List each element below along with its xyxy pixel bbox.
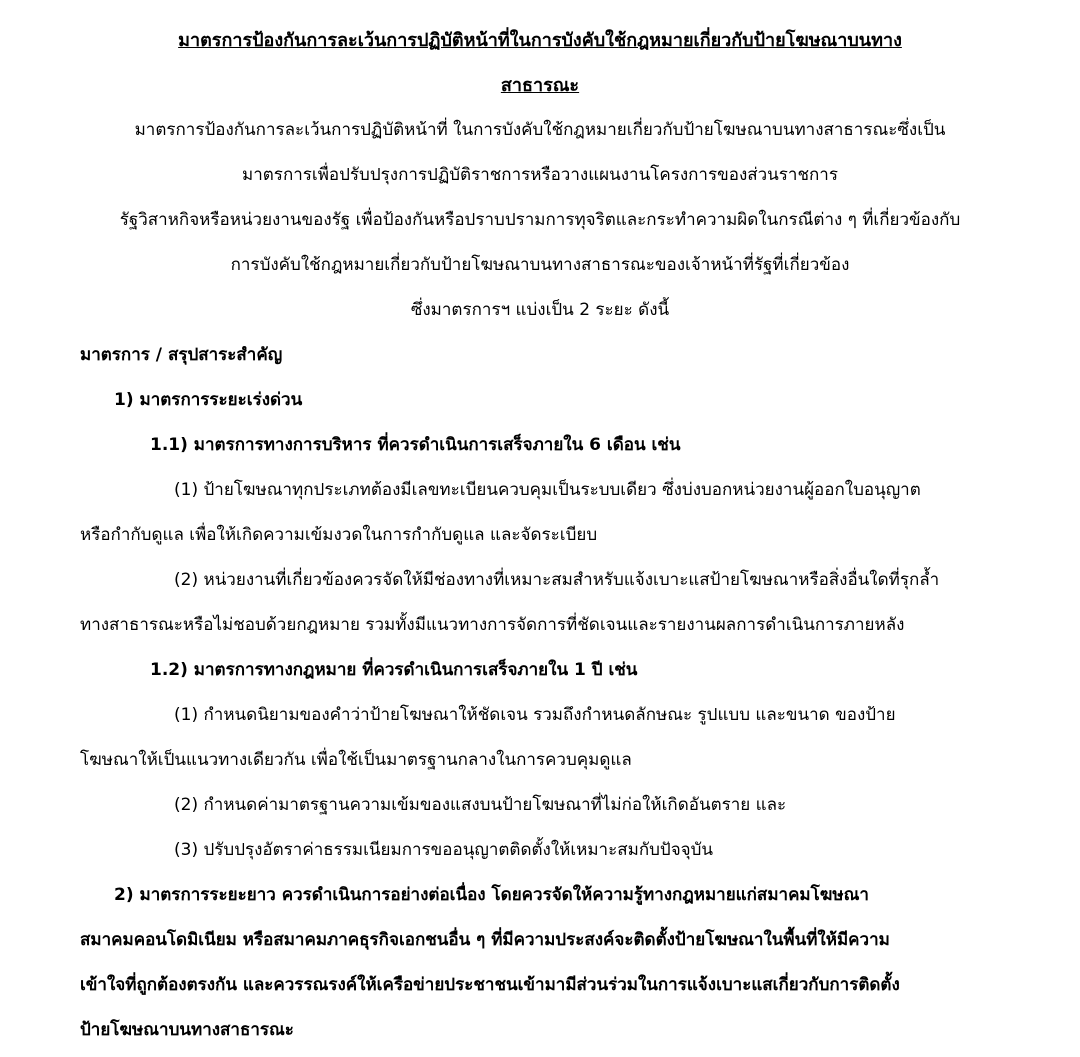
phase2-line-4: ป้ายโฆษณาบนทางสาธารณะ bbox=[80, 1020, 294, 1040]
admin-item-1-line-1: (1) ป้ายโฆษณาทุกประเภทต้องมีเลขทะเบียนควบคุมเป็นระบบเดียว ซึ่งบ่งบอกหน่วยงานผู้ออกใบอนุญาต bbox=[174, 480, 921, 500]
intro-line-2: มาตรการเพื่อปรับปรุงการปฏิบัติราชการหรือวางแผนงานโครงการของส่วนราชการ bbox=[242, 165, 838, 185]
phase2-line-1: 2) มาตรการระยะยาว ควรดำเนินการอย่างต่อเนื่อง โดยควรจัดให้ความรู้ทางกฎหมายแก่สมาคมโฆษณา bbox=[114, 885, 869, 905]
phase1-heading: 1) มาตรการระยะเร่งด่วน bbox=[114, 390, 303, 410]
legal-item-3: (3) ปรับปรุงอัตราค่าธรรมเนียมการขออนุญาตติดตั้งให้เหมาะสมกับปัจจุบัน bbox=[174, 840, 714, 860]
admin-item-2-line-1: (2) หน่วยงานที่เกี่ยวข้องควรจัดให้มีช่องทางที่เหมาะสมสำหรับแจ้งเบาะแสป้ายโฆษณาหรือสิ่งอื่นใดที่รุกล้ำ bbox=[174, 570, 940, 590]
phase2-line-3: เข้าใจที่ถูกต้องตรงกัน และควรรณรงค์ให้เครือข่ายประชาชนเข้ามามีส่วนร่วมในการแจ้งเบาะแสเกี่ยวกับการติดตั้ง bbox=[80, 975, 900, 995]
legal-item-2: (2) กำหนดค่ามาตรฐานความเข้มของแสงบนป้ายโฆษณาที่ไม่ก่อให้เกิดอันตราย และ bbox=[174, 795, 787, 815]
section-heading: มาตรการ / สรุปสาระสำคัญ bbox=[80, 345, 283, 365]
admin-item-1-line-2: หรือกำกับดูแล เพื่อให้เกิดความเข้มงวดในการกำกับดูแล และจัดระเบียบ bbox=[80, 525, 598, 545]
phase2-line-2: สมาคมคอนโดมิเนียม หรือสมาคมภาคธุรกิจเอกชนอื่น ๆ ที่มีความประสงค์จะติดตั้งป้ายโฆษณาในพื้นที่ให้มีความ bbox=[80, 930, 890, 950]
intro-line-5: ซึ่งมาตรการฯ แบ่งเป็น 2 ระยะ ดังนี้ bbox=[410, 300, 670, 320]
legal-item-1-line-2: โฆษณาให้เป็นแนวทางเดียวกัน เพื่อใช้เป็นมาตรฐานกลางในการควบคุมดูแล bbox=[80, 750, 632, 770]
intro-line-4: การบังคับใช้กฎหมายเกี่ยวกับป้ายโฆษณาบนทางสาธารณะของเจ้าหน้าที่รัฐที่เกี่ยวข้อง bbox=[230, 255, 850, 275]
admin-item-2-line-2: ทางสาธารณะหรือไม่ชอบด้วยกฎหมาย รวมทั้งมีแนวทางการจัดการที่ชัดเจนและรายงานผลการดำเนินการภายหลัง bbox=[80, 615, 905, 635]
intro-line-3: รัฐวิสาหกิจหรือหน่วยงานของรัฐ เพื่อป้องกันหรือปราบปรามการทุจริตและกระทำความผิดในกรณีต่าง ๆ ที่เกี่ยวข้องกับ bbox=[119, 210, 961, 230]
intro-line-1: มาตรการป้องกันการละเว้นการปฏิบัติหน้าที่ ในการบังคับใช้กฎหมายเกี่ยวกับป้ายโฆษณาบนทางสาธารณะซึ่งเป็น bbox=[134, 120, 946, 140]
document-title-line-2: สาธารณะ bbox=[500, 75, 580, 96]
phase1-legal-heading: 1.2) มาตรการทางกฎหมาย ที่ควรดำเนินการเสร็จภายใน 1 ปี เช่น bbox=[150, 660, 638, 680]
document-title-line-1: มาตรการป้องกันการละเว้นการปฏิบัติหน้าที่ในการบังคับใช้กฎหมายเกี่ยวกับป้ายโฆษณาบนทาง bbox=[178, 30, 902, 51]
phase1-admin-heading: 1.1) มาตรการทางการบริหาร ที่ควรดำเนินการเสร็จภายใน 6 เดือน เช่น bbox=[150, 435, 681, 455]
legal-item-1-line-1: (1) กำหนดนิยามของคำว่าป้ายโฆษณาให้ชัดเจน รวมถึงกำหนดลักษณะ รูปแบบ และขนาด ของป้าย bbox=[174, 705, 896, 725]
